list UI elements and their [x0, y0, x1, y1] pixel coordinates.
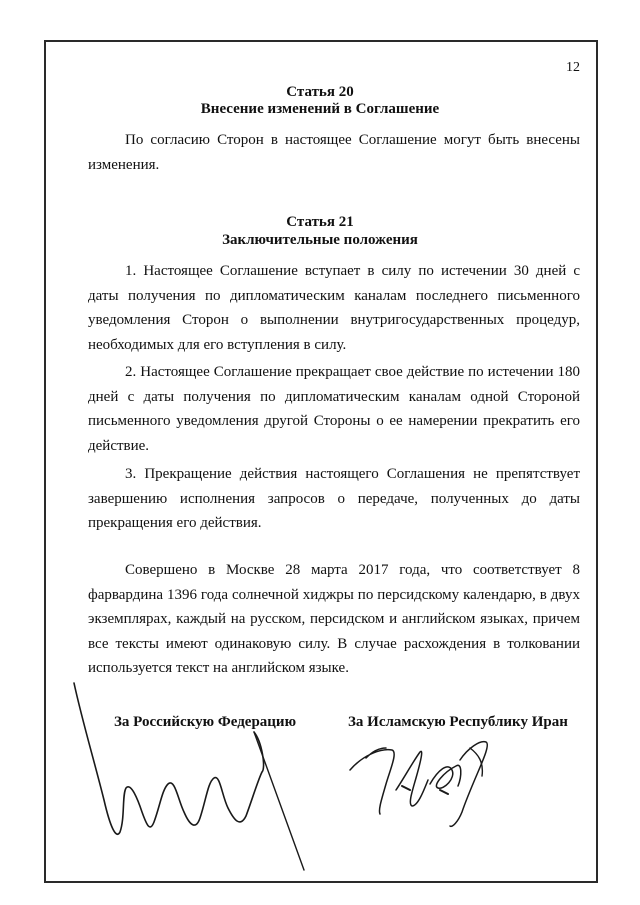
article-21-paragraph-1: 1. Настоящее Соглашение вступает в силу по истечении 30 дней с даты получения по дипломатическим каналам последнего письменного уведомления Сторон о выполнении внутригосударственных процедур, необходимых для его вступления в силу.	[88, 263, 580, 353]
article-21-title: Заключительные положения	[222, 232, 418, 248]
article-21-number: Статья 21	[286, 214, 354, 230]
article-21-paragraph-3: 3. Прекращение действия настоящего Соглашения не препятствует завершению исполнения запросов о передаче, полученных до даты прекращения его действия.	[88, 466, 580, 531]
signature-label-iran: За Исламскую Республику Иран	[348, 714, 568, 730]
closing-paragraph: Совершено в Москве 28 марта 2017 года, что соответствует 8 фарвардина 1396 года солнечной хиджры по персидскому календарю, в двух экземплярах, каждый на русском, персидском и английском языках, причем все тексты имеют одинаковую силу. В случае расхождения в толковании используется текст на английском языке.	[88, 562, 580, 676]
article-20-text: По согласию Сторон в настоящее Соглашение могут быть внесены изменения.	[88, 132, 580, 173]
article-20-number: Статья 20	[286, 84, 354, 100]
page-number: 12	[566, 60, 580, 75]
article-21-paragraph-2: 2. Настоящее Соглашение прекращает свое действие по истечении 180 дней с даты получения по дипломатическим каналам одной Стороной письменного уведомления другой Стороны о ее намерении прекратить его действие.	[88, 364, 580, 454]
signature-label-russia: За Российскую Федерацию	[114, 714, 297, 730]
article-20-title: Внесение изменений в Соглашение	[200, 101, 440, 117]
